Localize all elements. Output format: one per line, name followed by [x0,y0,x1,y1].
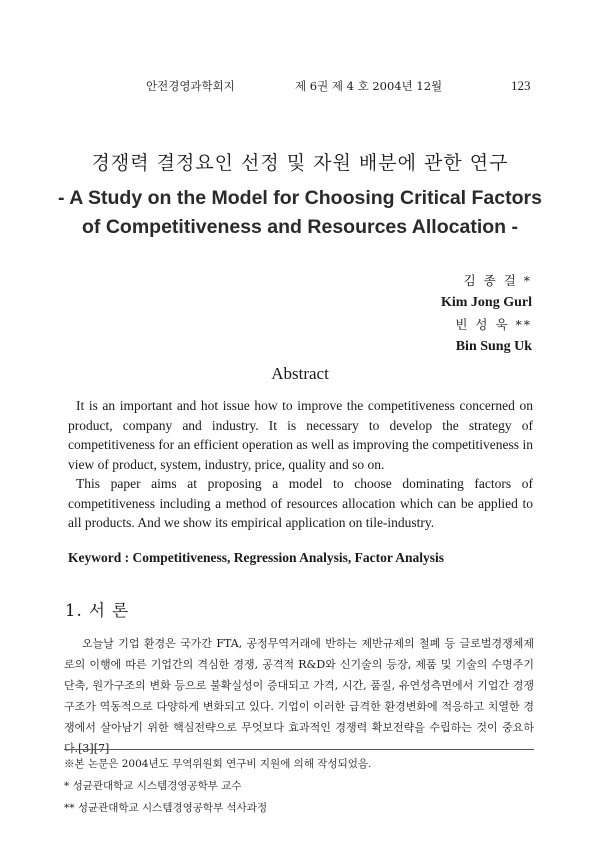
abstract-paragraph-1: It is an important and hot issue how to improve the competitiveness concerned on product, company and industry. It is necessary to develop the strategy of competitiveness for an efficient operation as well as improving the competitiveness in view of product, system, industry, price, quality and so on. [68,398,533,472]
author2-english: Bin Sung Uk [455,339,532,354]
journal-name: 안전경영과학회지 [146,79,235,93]
abstract-paragraph-2: This paper aims at proposing a model to choose dominating factors of competitiveness including a method of resources allocation which can be applied to all products. And we show its empirical application on tile-industry. [68,476,533,530]
author-block [441,270,532,358]
title-korean: 경쟁력 결정요인 선정 및 자원 배분에 관한 연구 [91,152,509,174]
footnote-author1: * 성균관대학교 시스템경영공학부 교수 [64,780,242,792]
footnotes [64,753,544,819]
abstract-body [68,396,533,533]
keywords: Keyword : Competitiveness, Regression Analysis, Factor Analysis [68,550,444,565]
title-english-line2: of Competitiveness and Resources Allocation - [82,216,518,238]
footnote-divider [64,749,534,750]
footnote-funding: ※본 논문은 2004년도 무역위원회 연구비 지원에 의해 작성되었음. [64,758,372,770]
running-header [0,78,600,98]
issue-info: 제 6권 제 4 호 2004년 12월 [295,79,443,93]
title-english-line1: - A Study on the Model for Choosing Critical Factors [58,187,542,209]
introduction-paragraph [64,633,534,759]
footnote-author2: ** 성균관대학교 시스템경영공학부 석사과정 [64,802,268,814]
author1-english: Kim Jong Gurl [440,295,532,310]
abstract-heading: Abstract [271,364,329,383]
page-number: 123 [511,78,531,93]
title-english [0,184,600,242]
author1-korean: 김 종 걸 * [463,273,532,288]
section-heading: 1. 서 론 [65,601,130,620]
introduction-text: 오늘날 기업 환경은 국가간 FTA, 공정무역거래에 반하는 제반규제의 철폐 등 글로벌경쟁체제로의 이행에 따른 기업간의 격심한 경쟁, 공격적 R&D와 신기술의 등장, 제품 및 기술의 수명주기 단축, 원가구조의 변화 등으로 불확실성이 증대되고 가격, 시간, 품질, 유연성측면에서 기업간 경쟁구조가 역동적으로 다양하게 변화되고 있다. 기업이 이러한 급격한 환경변화에 적응하고 치열한 경쟁에서 살아남기 위한 핵심전략으로 무엇보다 효과적인 경쟁력 확보전략을 수립하는 것이 중요하다.[3][7] [64,637,534,755]
author2-korean: 빈 성 욱 ** [455,317,532,332]
